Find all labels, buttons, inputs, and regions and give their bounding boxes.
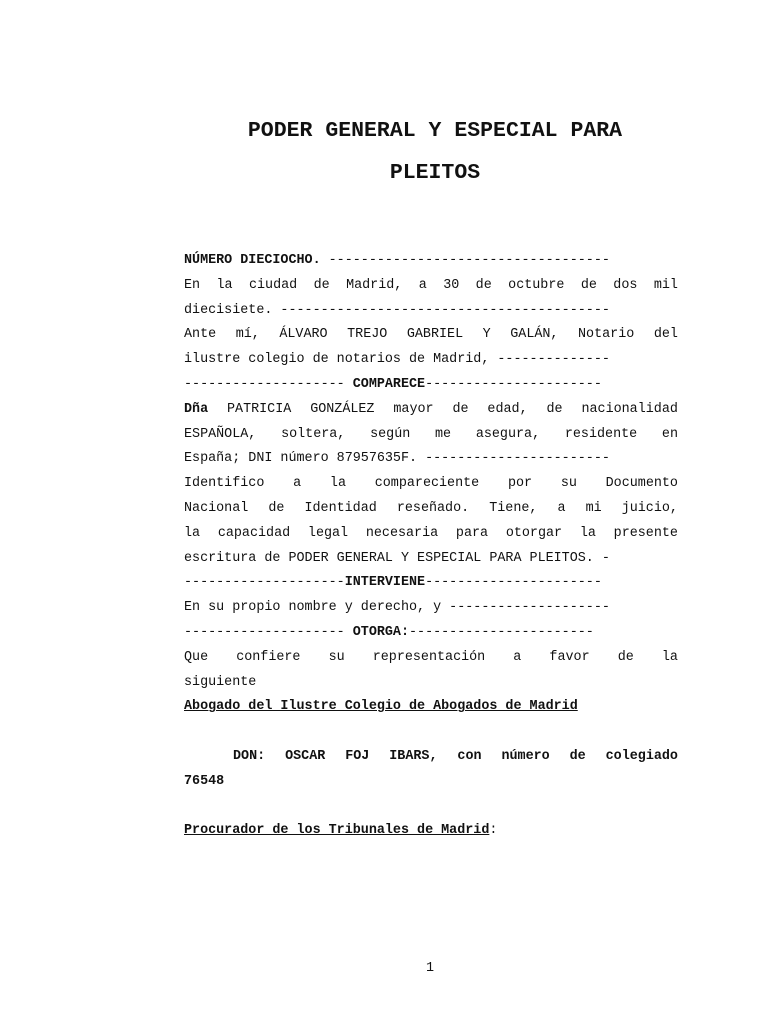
word: del bbox=[653, 327, 678, 343]
word: a bbox=[293, 476, 302, 492]
word: OSCAR bbox=[285, 749, 326, 764]
word: edad, bbox=[487, 401, 528, 417]
word: colegiado bbox=[605, 749, 678, 764]
word: la bbox=[329, 476, 346, 492]
interviene-left-fill: -------------------- bbox=[184, 575, 345, 591]
word: mi bbox=[585, 501, 602, 516]
word: nacionalidad bbox=[581, 401, 678, 417]
comparece-left-fill: -------------------- bbox=[184, 377, 353, 392]
confers-line-2: siguiente bbox=[184, 674, 257, 690]
word: confiere bbox=[236, 649, 301, 665]
don-line-1 bbox=[233, 745, 678, 770]
identification-line-1 bbox=[184, 472, 678, 497]
identification-line-4: escritura de PODER GENERAL Y ESPECIAL PARA PLEITOS. - bbox=[184, 550, 610, 566]
appearer-line-2 bbox=[184, 423, 678, 448]
procurador-heading: Procurador de los Tribunales de Madrid bbox=[184, 823, 490, 839]
interviene-heading: INTERVIENE bbox=[344, 575, 426, 591]
word: residente bbox=[564, 426, 638, 442]
interviene-line bbox=[184, 571, 678, 596]
word: Documento bbox=[605, 476, 678, 492]
word: legal bbox=[307, 525, 349, 541]
word: de bbox=[268, 501, 285, 516]
notary-line-2: ilustre colegio de notarios de Madrid, -------------- bbox=[184, 352, 610, 368]
word: GONZÁLEZ bbox=[310, 401, 375, 417]
word: capacidad bbox=[217, 525, 291, 541]
otorga-right-fill: ----------------------- bbox=[409, 625, 594, 640]
word: Tiene, bbox=[489, 501, 538, 516]
identification-line-3 bbox=[184, 522, 678, 547]
word: IBARS, bbox=[389, 749, 438, 764]
word: mayor bbox=[393, 401, 434, 417]
otorga-heading: OTORGA: bbox=[352, 625, 409, 640]
appearer-line-1 bbox=[184, 398, 678, 423]
comparece-heading: COMPARECE bbox=[352, 377, 426, 392]
word: Que bbox=[184, 649, 209, 665]
word: de bbox=[475, 277, 492, 293]
word: mil bbox=[653, 277, 678, 293]
word: GALÁN, bbox=[510, 327, 559, 343]
word: Identidad bbox=[304, 501, 377, 516]
comparece-right-fill: ---------------------- bbox=[425, 377, 602, 392]
word: DON: bbox=[233, 749, 266, 764]
word: asegura, bbox=[475, 426, 541, 442]
comparece-line bbox=[184, 373, 678, 398]
otorga-left-fill: -------------------- bbox=[184, 625, 353, 640]
word: ESPAÑOLA, bbox=[184, 426, 257, 442]
word: por bbox=[507, 476, 533, 492]
word: la bbox=[216, 277, 233, 293]
word: Ante bbox=[184, 327, 217, 343]
word: ciudad bbox=[248, 277, 298, 293]
otorga-line bbox=[184, 621, 678, 646]
word: representación bbox=[372, 649, 486, 665]
word: de bbox=[580, 277, 597, 293]
identification-line-2 bbox=[184, 497, 678, 522]
word: favor bbox=[549, 649, 590, 665]
word: dos bbox=[613, 277, 638, 293]
word: con bbox=[457, 749, 482, 764]
word: de bbox=[313, 277, 330, 293]
word: TREJO bbox=[347, 327, 388, 343]
word: de bbox=[617, 649, 634, 665]
word: Nacional bbox=[184, 501, 249, 516]
procurador-colon: : bbox=[489, 823, 498, 839]
procurador-line bbox=[184, 819, 678, 844]
word: mí, bbox=[235, 327, 260, 343]
interviene-right-fill: ---------------------- bbox=[425, 575, 602, 591]
word: Notario bbox=[578, 327, 635, 343]
word: su bbox=[560, 476, 577, 492]
number-line bbox=[184, 249, 678, 274]
word: me bbox=[435, 426, 452, 442]
word: otorgar bbox=[505, 525, 563, 541]
page-number: 1 bbox=[425, 961, 435, 976]
don-line-2: 76548 bbox=[184, 773, 225, 789]
word: juicio, bbox=[621, 501, 678, 516]
number-heading: NÚMERO DIECIOCHO. bbox=[184, 253, 321, 268]
notary-line-1 bbox=[184, 323, 678, 348]
number-fill: ----------------------------------- bbox=[320, 253, 610, 268]
word: la bbox=[184, 525, 201, 541]
word: de bbox=[569, 749, 586, 764]
own-name-line: En su propio nombre y derecho, y -------------------- bbox=[184, 600, 610, 616]
appearer-line-3: España; DNI número 87957635F. ----------------------- bbox=[184, 451, 610, 467]
word: número bbox=[501, 749, 550, 764]
word: FOJ bbox=[345, 749, 370, 764]
confers-line-1 bbox=[184, 646, 678, 671]
intro-line-2: diecisiete. ----------------------------------------- bbox=[184, 302, 610, 318]
word: a bbox=[418, 277, 427, 293]
word: la bbox=[579, 525, 596, 541]
word: según bbox=[370, 426, 411, 442]
word: En bbox=[184, 277, 201, 293]
word: para bbox=[455, 525, 489, 541]
word: necesaria bbox=[365, 525, 439, 541]
word: compareciente bbox=[374, 476, 480, 492]
word: en bbox=[661, 426, 678, 442]
word: la bbox=[661, 649, 678, 665]
word: a bbox=[557, 501, 566, 516]
word: octubre bbox=[508, 277, 565, 293]
word: ÁLVARO bbox=[279, 327, 328, 343]
appearer-title: Dña bbox=[184, 401, 209, 417]
word: de bbox=[546, 401, 563, 417]
document-title-line-2: PLEITOS bbox=[389, 161, 481, 185]
abogado-heading: Abogado del Ilustre Colegio de Abogados de Madrid bbox=[184, 699, 578, 715]
word: presente bbox=[613, 525, 678, 541]
word: reseñado. bbox=[396, 501, 470, 516]
word: 30 bbox=[443, 277, 460, 293]
word: Identifico bbox=[184, 476, 265, 492]
word: de bbox=[452, 401, 469, 417]
word: Madrid, bbox=[346, 277, 403, 293]
intro-line-1 bbox=[184, 274, 678, 299]
word: su bbox=[328, 649, 345, 665]
word: Y bbox=[482, 327, 491, 343]
word: soltera, bbox=[281, 426, 346, 442]
document-title-line-1: PODER GENERAL Y ESPECIAL PARA bbox=[247, 119, 623, 143]
word: a bbox=[513, 649, 522, 665]
word: GABRIEL bbox=[406, 327, 464, 343]
word: PATRICIA bbox=[227, 401, 292, 417]
